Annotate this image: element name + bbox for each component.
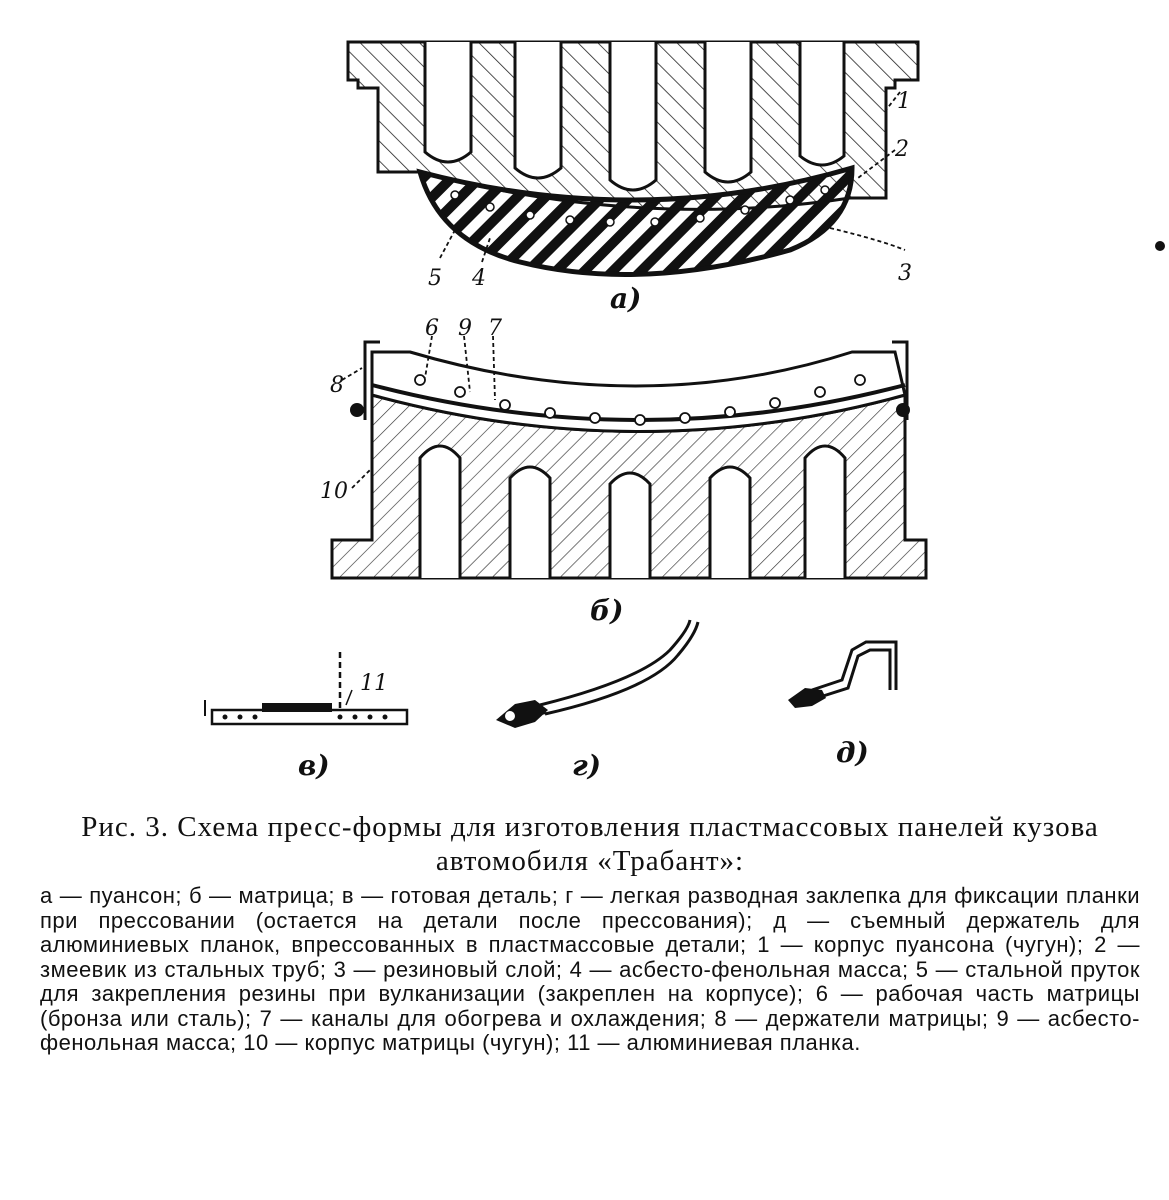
caption-body: а — пуансон; б — матрица; в — готовая деталь; г — легкая разводная заклепка для фиксации планки при прессовании (остается на детали после прессования); д — съемный держатель для алюминиевых планок, впрессованных в пластмассовые детали; 1 — корпус пуансона (чугун); 2 — змеевик из стальных труб; 3 — резиновый слой; 4 — асбесто-фенольная масса; 5 — стальной пруток для закрепления резины при вулканизации (закреплен на корпусе); 6 — рабочая часть матрицы (бронза или сталь); 7 — каналы для обогрева и охлаждения; 8 — держатели матрицы; 9 — асбесто-фенольная масса; 10 — корпус матрицы (чугун); 11 — алюминиевая планка.	[40, 883, 1140, 1055]
subfig-v: в)	[298, 749, 330, 782]
figure-caption	[40, 810, 1140, 1056]
subfig-b: б)	[590, 594, 624, 627]
label-9: 9	[458, 316, 472, 341]
aluminium-strip	[262, 703, 332, 712]
label-8: 8	[330, 373, 344, 398]
label-1: 1	[897, 89, 911, 114]
label-4: 4	[472, 266, 486, 291]
holder-bolt-left	[350, 403, 364, 417]
label-2: 2	[895, 137, 909, 162]
subfig-d: д)	[836, 736, 869, 769]
subfig-a: a)	[610, 282, 642, 315]
subfig-g: г)	[572, 749, 601, 782]
label-3: 3	[898, 261, 912, 286]
print-speck	[1155, 241, 1165, 251]
punch-section	[348, 42, 918, 315]
rivet	[496, 620, 698, 782]
removable-holder	[788, 642, 896, 769]
label-6: 6	[425, 316, 439, 341]
finished-part	[205, 652, 407, 782]
matrix-section	[320, 316, 926, 627]
caption-title: Рис. 3. Схема пресс-формы для изготовления пластмассовых панелей кузова автомобиля «Трабант»:	[81, 811, 1099, 877]
label-10: 10	[320, 479, 348, 504]
label-11: 11	[360, 671, 388, 696]
label-5: 5	[428, 266, 442, 291]
label-7: 7	[488, 316, 502, 341]
holder-bolt-right	[896, 403, 910, 417]
